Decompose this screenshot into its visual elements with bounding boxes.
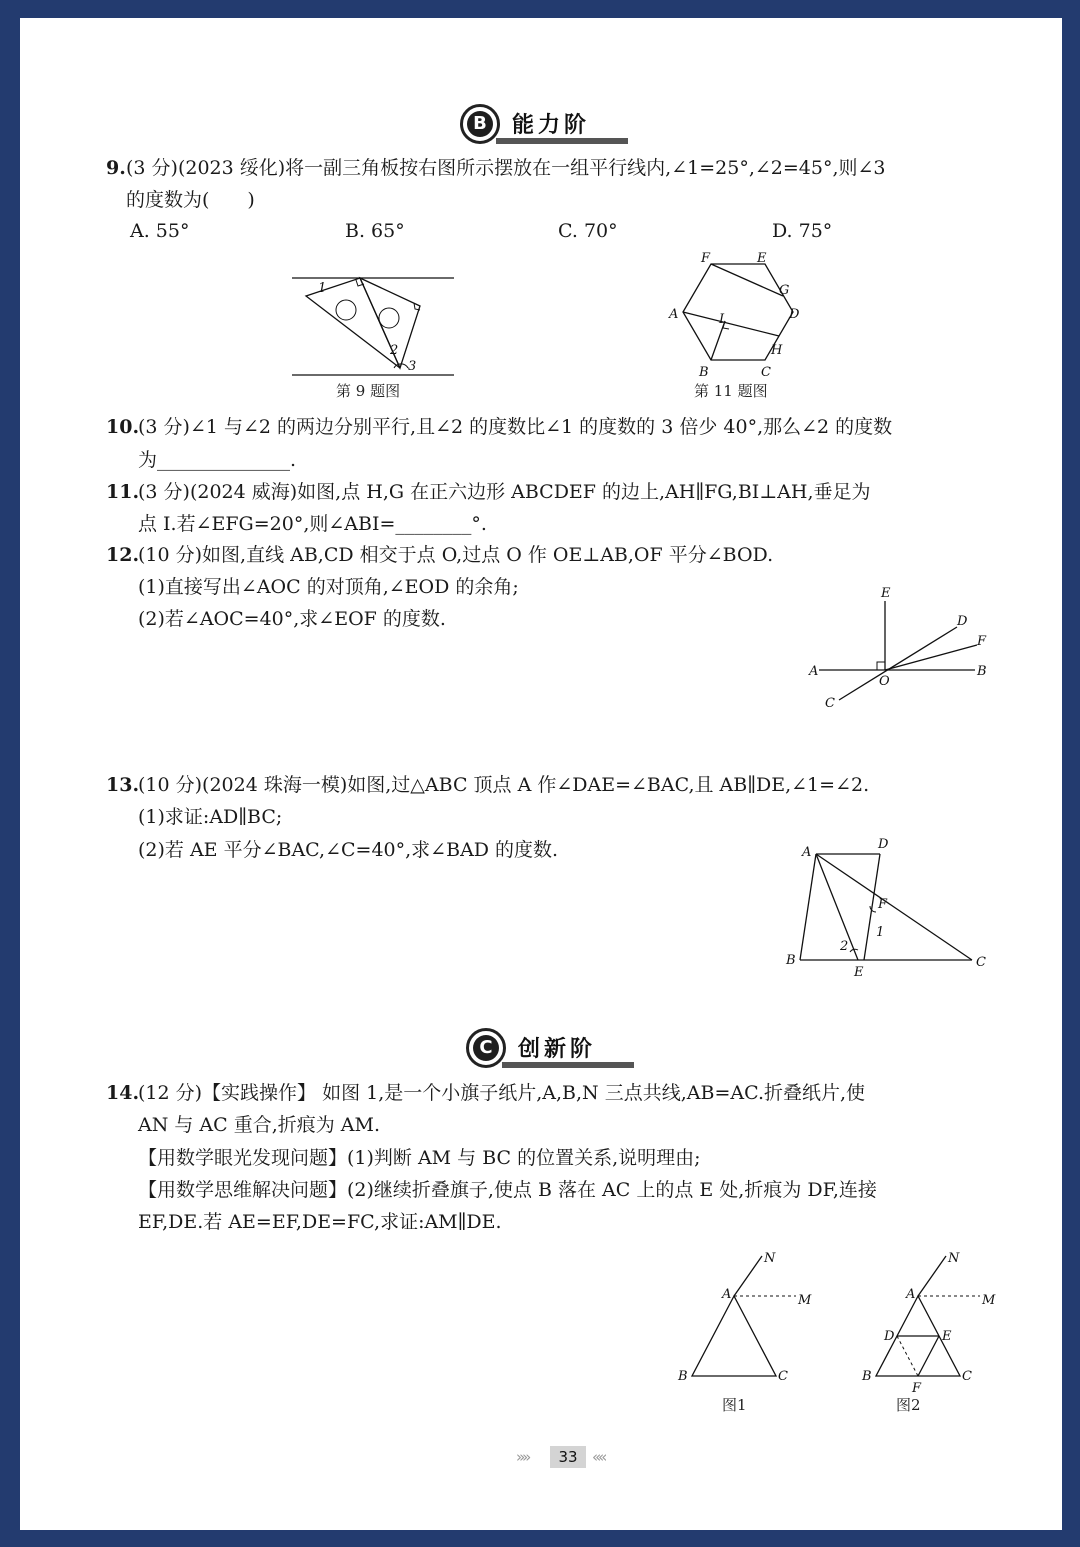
- section-c-title: 创新阶: [518, 1037, 597, 1062]
- q13-stem: (10 分)(2024 珠海一模)如图,过△ABC 顶点 A 作∠DAE=∠BAC,且 AB∥DE,∠1=∠2.: [138, 774, 870, 796]
- q14-fig1-label-n: N: [764, 1251, 776, 1266]
- q13-label-e: E: [854, 965, 864, 980]
- q14-stem: (12 分)【实践操作】 如图 1,是一个小旗子纸片,A,B,N 三点共线,AB=AC.折叠纸片,使: [138, 1082, 866, 1104]
- q13-label-1: 1: [876, 925, 885, 940]
- q14-sub2: 【用数学思维解决问题】(2)继续折叠旗子,使点 B 落在 AC 上的点 E 处,折痕为 DF,连接: [138, 1179, 877, 1201]
- q9-stem-cont: 的度数为( ): [126, 189, 255, 211]
- q11-label-f: F: [701, 251, 711, 266]
- q13-label-d: D: [878, 837, 889, 852]
- q13-label-b: B: [786, 953, 796, 968]
- section-header-c: [466, 1028, 646, 1072]
- q9-option-c: C. 70°: [558, 220, 618, 242]
- q11-label-c: C: [761, 365, 771, 380]
- q12-stem: (10 分)如图,直线 AB,CD 相交于点 O,过点 O 作 OE⊥AB,OF 平分∠BOD.: [138, 544, 774, 566]
- q9-figure-caption: 第 9 题图: [336, 382, 401, 400]
- q13-number: 13.: [106, 774, 140, 796]
- q14-fig1-label-b: B: [678, 1369, 688, 1384]
- q11-label-e: E: [757, 251, 767, 266]
- q14-figure-2: [842, 1248, 1002, 1396]
- q12-label-o: O: [879, 674, 890, 689]
- worksheet-page: [20, 18, 1062, 1530]
- q9-option-a: A. 55°: [130, 220, 190, 242]
- q12-label-d: D: [957, 614, 968, 629]
- q14-figure-2-caption: 图2: [896, 1396, 921, 1414]
- q11-label-g: G: [779, 283, 790, 298]
- q14-fig1-label-m: M: [798, 1293, 812, 1308]
- q14-fig2-label-c: C: [962, 1369, 972, 1384]
- q9-option-d: D. 75°: [772, 220, 833, 242]
- q10-stem: (3 分)∠1 与∠2 的两边分别平行,且∠2 的度数比∠1 的度数的 3 倍少 40°,那么∠2 的度数: [138, 416, 893, 438]
- q14-figure-1: [670, 1248, 830, 1388]
- section-c-badge: C: [466, 1028, 506, 1068]
- page-arrow-left-icon: »»: [516, 1448, 529, 1466]
- q13-label-c: C: [976, 955, 986, 970]
- q13-figure: [780, 836, 995, 981]
- q14-sub2-cont: EF,DE.若 AE=EF,DE=FC,求证:AM∥DE.: [138, 1211, 502, 1233]
- q12-label-c: C: [825, 696, 835, 711]
- q12-figure: [805, 583, 995, 713]
- q11-figure-caption: 第 11 题图: [694, 382, 768, 400]
- q12-label-f: F: [977, 634, 987, 649]
- q9-label-2: 2: [390, 343, 399, 358]
- q13-label-f: F: [878, 897, 888, 912]
- q12-label-a: A: [809, 664, 819, 679]
- q11-figure: [665, 250, 815, 380]
- q14-fig2-label-n: N: [948, 1251, 960, 1266]
- q14-figure-1-caption: 图1: [722, 1396, 747, 1414]
- q11-number: 11.: [106, 481, 140, 503]
- q14-number: 14.: [106, 1082, 140, 1104]
- q9-number: 9.: [106, 157, 126, 179]
- q14-fig2-label-m: M: [982, 1293, 996, 1308]
- q12-label-b: B: [977, 664, 987, 679]
- q14-fig1-label-c: C: [778, 1369, 788, 1384]
- q14-fig1-label-a: A: [722, 1287, 732, 1302]
- page-arrow-right-icon: ««: [592, 1448, 605, 1466]
- q11-label-a: A: [669, 307, 679, 322]
- q14-sub1: 【用数学眼光发现问题】(1)判断 AM 与 BC 的位置关系,说明理由;: [138, 1147, 701, 1169]
- q9-option-b: B. 65°: [345, 220, 405, 242]
- q14-stem-cont: AN 与 AC 重合,折痕为 AM.: [138, 1114, 381, 1136]
- section-b-title: 能力阶: [512, 113, 591, 138]
- q10-stem-cont: 为______________.: [138, 449, 297, 471]
- q12-sub1: (1)直接写出∠AOC 的对顶角,∠EOD 的余角;: [138, 576, 519, 598]
- q11-stem-cont: 点 I.若∠EFG=20°,则∠ABI=________°.: [138, 513, 487, 535]
- q12-label-e: E: [881, 586, 891, 601]
- q9-figure: [288, 270, 458, 380]
- page-number-block: [510, 1446, 630, 1468]
- q13-label-2: 2: [840, 939, 849, 954]
- q14-fig2-label-a: A: [906, 1287, 916, 1302]
- q9-stem: (3 分)(2023 绥化)将一副三角板按右图所示摆放在一组平行线内,∠1=25°,∠2=45°,则∠3: [126, 157, 886, 179]
- q10-number: 10.: [106, 416, 140, 438]
- q14-fig2-label-b: B: [862, 1369, 872, 1384]
- q13-sub1: (1)求证:AD∥BC;: [138, 806, 283, 828]
- section-header-b: [460, 104, 640, 148]
- q9-label-1: 1: [318, 281, 327, 296]
- page-number: 33: [550, 1446, 586, 1468]
- q14-fig2-label-d: D: [884, 1329, 895, 1344]
- q14-fig2-label-e: E: [942, 1329, 952, 1344]
- q13-label-a: A: [802, 845, 812, 860]
- q12-number: 12.: [106, 544, 140, 566]
- q11-label-d: D: [789, 307, 800, 322]
- q13-sub2: (2)若 AE 平分∠BAC,∠C=40°,求∠BAD 的度数.: [138, 839, 559, 861]
- section-b-badge: B: [460, 104, 500, 144]
- q14-fig2-label-f: F: [912, 1381, 922, 1396]
- q11-stem: (3 分)(2024 威海)如图,点 H,G 在正六边形 ABCDEF 的边上,AH∥FG,BI⊥AH,垂足为: [138, 481, 871, 503]
- q11-label-h: H: [771, 343, 783, 358]
- q11-label-b: B: [699, 365, 709, 380]
- q9-label-3: 3: [408, 359, 417, 374]
- q12-sub2: (2)若∠AOC=40°,求∠EOF 的度数.: [138, 608, 446, 630]
- q11-label-i: I: [719, 312, 725, 327]
